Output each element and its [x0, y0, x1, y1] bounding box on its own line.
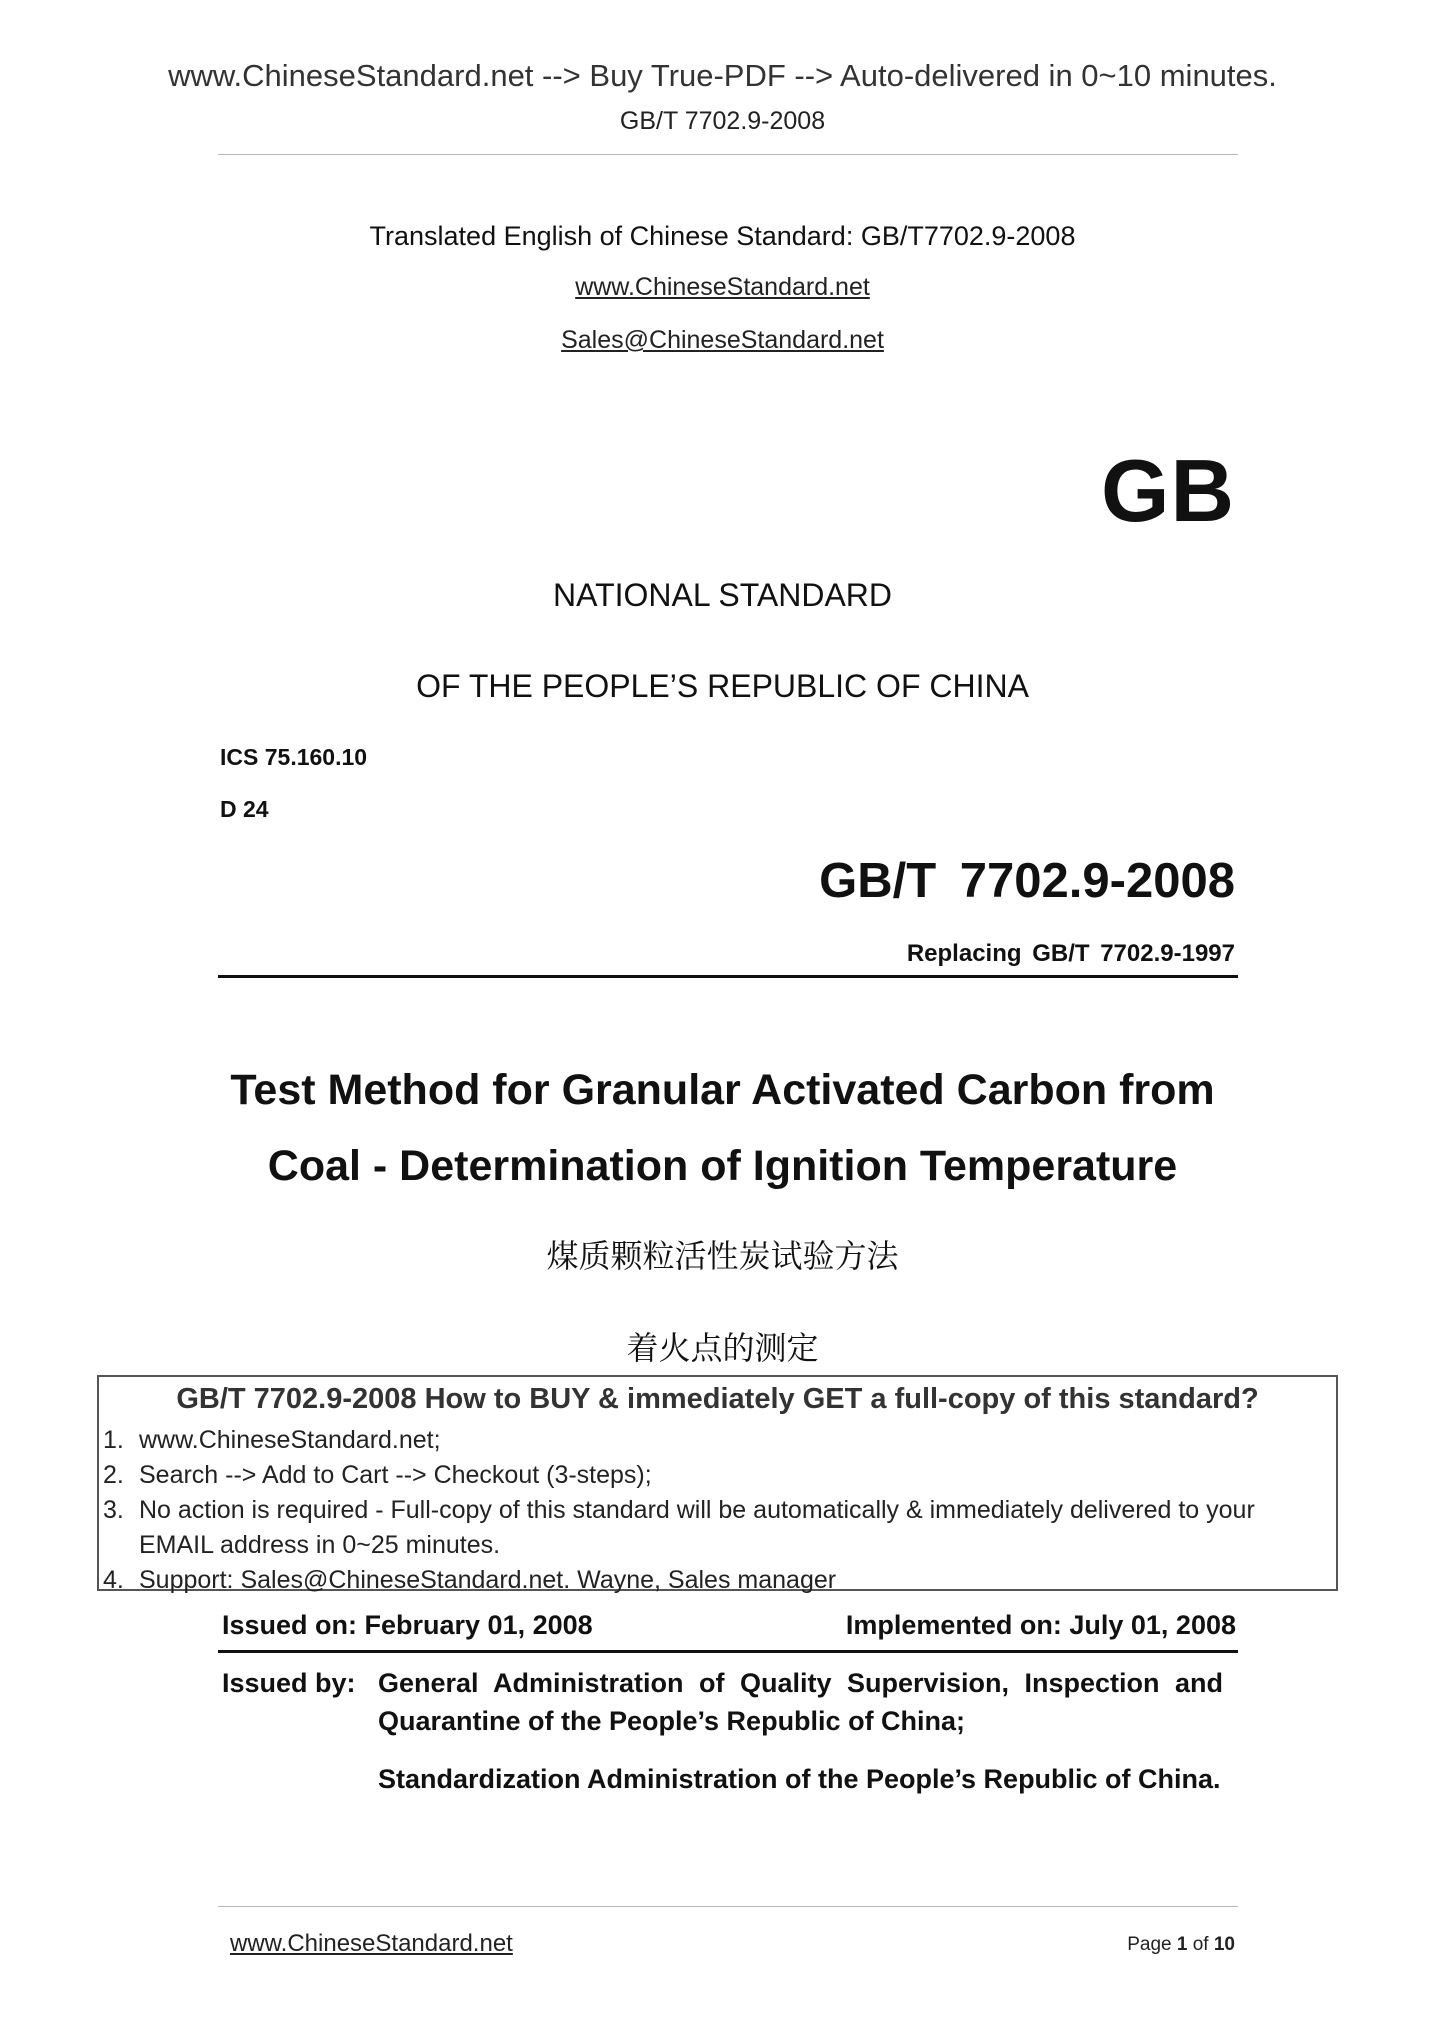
- issuance-dates: [222, 1610, 1236, 1641]
- issued-on-date: Issued on: February 01, 2008: [222, 1610, 593, 1640]
- english-title-line-1: Test Method for Granular Activated Carbon from: [230, 1066, 1215, 1114]
- footer-website-link[interactable]: www.ChineseStandard.net: [230, 1930, 513, 1957]
- country-heading: OF THE PEOPLE’S REPUBLIC OF CHINA: [416, 668, 1029, 704]
- translated-notice: Translated English of Chinese Standard: GB/T7702.9-2008: [369, 221, 1076, 251]
- list-item: [103, 1458, 1333, 1493]
- page-prefix: Page: [1127, 1934, 1172, 1955]
- english-title: [0, 1052, 1445, 1204]
- issuer-1: General Administration of Quality Supervision, Inspection and Quarantine of the People’s Republic of China;: [378, 1668, 1223, 1736]
- gb-mark: GB: [1101, 441, 1235, 540]
- purchase-heading: GB/T 7702.9-2008 How to BUY & immediately GET a full-copy of this standard?: [176, 1383, 1259, 1415]
- sales-email-link[interactable]: Sales@ChineseStandard.net: [561, 326, 884, 354]
- implemented-on-date: Implemented on: July 01, 2008: [845, 1610, 1236, 1640]
- replacing-note: Replacing GB/T 7702.9-1997: [906, 940, 1235, 967]
- footer-divider: [218, 1906, 1238, 1907]
- list-item: [103, 1423, 1333, 1458]
- list-item-number: 3.: [103, 1496, 124, 1524]
- issued-by-label: Issued by:: [222, 1668, 356, 1698]
- list-item-number: 1.: [103, 1426, 124, 1454]
- list-item: [103, 1563, 1333, 1598]
- issuer-2: Standardization Administration of the People’s Republic of China.: [378, 1764, 1221, 1794]
- list-item-text: Support: Sales@ChineseStandard.net. Wayne, Sales manager: [139, 1566, 837, 1594]
- national-standard-heading: NATIONAL STANDARD: [553, 577, 892, 613]
- website-link[interactable]: www.ChineseStandard.net: [575, 273, 870, 301]
- list-item-text: No action is required - Full-copy of this standard will be automatically & immediately delivered to your EMAIL address in 0~25 minutes.: [139, 1496, 1255, 1559]
- list-item-number: 4.: [103, 1566, 124, 1594]
- page-total: 10: [1213, 1934, 1235, 1955]
- page-current: 1: [1176, 1934, 1188, 1955]
- classification-code: D 24: [220, 796, 269, 822]
- header-doc-code: GB/T 7702.9-2008: [619, 107, 826, 135]
- promo-banner[interactable]: www.ChineseStandard.net --> Buy True-PDF --> Auto-delivered in 0~10 minutes.: [168, 58, 1277, 93]
- purchase-info-box: [97, 1375, 1338, 1594]
- list-item-text: Search --> Add to Cart --> Checkout (3-steps);: [139, 1461, 652, 1489]
- standard-number: GB/T 7702.9-2008: [819, 854, 1235, 908]
- ics-code: ICS 75.160.10: [220, 744, 368, 770]
- chinese-title-line-2: 着火点的测定: [626, 1329, 819, 1367]
- english-title-line-2: Coal - Determination of Ignition Temperature: [267, 1142, 1178, 1190]
- header-divider: [218, 154, 1238, 155]
- page-of: of: [1192, 1934, 1209, 1955]
- list-item-text[interactable]: www.ChineseStandard.net;: [139, 1426, 441, 1454]
- title-divider: [218, 975, 1238, 978]
- purchase-steps-list: [103, 1423, 1333, 1598]
- list-item: [103, 1493, 1333, 1563]
- page-number: [1127, 1934, 1235, 1956]
- chinese-title-line-1: 煤质颗粒活性炭试验方法: [546, 1237, 899, 1275]
- list-item-number: 2.: [103, 1461, 124, 1489]
- issuance-divider: [218, 1650, 1238, 1653]
